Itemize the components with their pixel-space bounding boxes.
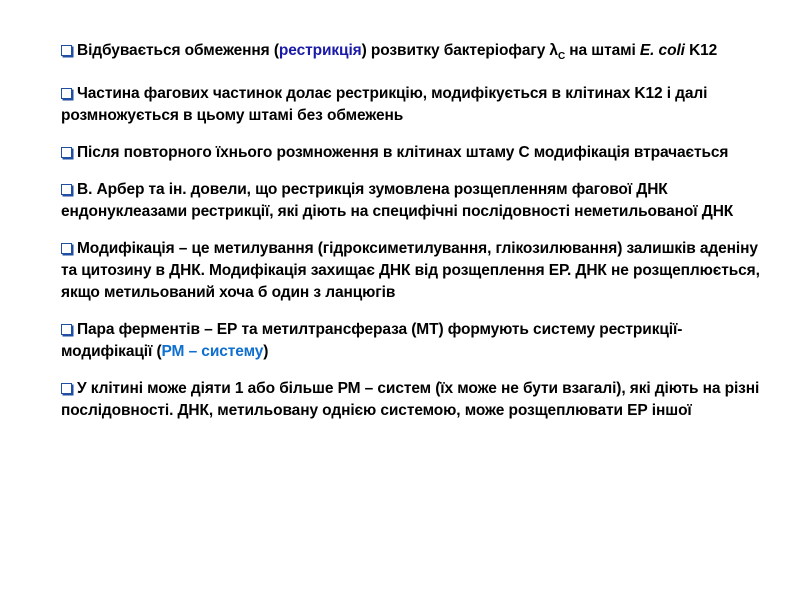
bullet-modification-k12: Частина фагових частинок долає рестрикцію, модифікується в клітинах K12 і далі розмножується в цьому штамі без обмежень — [61, 85, 708, 125]
bullet-methylation: Модифікація – це метилування (гідроксиметилування, глікозилювання) залишків аденіну та цитозину в ДНК. Модифікація захищає ДНК від розщеплення ЕР. ДНК не розщеплюється, якщо метильований хоча б один з ланцюгів — [61, 240, 760, 302]
checkbox-square-icon — [61, 184, 72, 195]
checkbox-square-icon — [61, 147, 72, 158]
checkbox-square-icon — [61, 243, 72, 254]
species-name: E. coli — [639, 42, 685, 59]
term-restriction: рестрикція — [278, 42, 362, 59]
checkbox-square-icon — [61, 383, 72, 394]
checkbox-square-icon — [61, 45, 72, 56]
checkbox-square-icon — [61, 88, 72, 99]
bullet-restriction: Відбувається обмеження (рестрикція) розвитку бактеріофагу $\lambda_C$ на штамі E. coli K12 — [61, 40, 761, 68]
bullet-rm-system: Пара ферментів – ЕР та метилтрансфераза (МТ) формують систему рестрикції-модифікації (РМ – систему) — [61, 321, 683, 361]
checkbox-square-icon — [61, 324, 72, 335]
term-rm-system: РМ – систему — [161, 343, 264, 361]
bullet-list — [61, 40, 761, 437]
bullet-arber: В. Арбер та ін. довели, що рестрикція зумовлена розщепленням фагової ДНК ендонуклеазами рестрикції, які діють на специфічні послідовності неметильованої ДНК — [61, 181, 734, 221]
bullet-multiple-systems: У клітині може діяти 1 або більше РМ – систем (їх може не бути взагалі), які діють на різні послідовності. ДНК, метильовану однією системою, може розщеплювати ЕР іншої — [61, 380, 760, 420]
bullet-modification-lost: Після повторного їхнього розмноження в клітинах штаму С модифікація втрачається — [61, 142, 761, 164]
